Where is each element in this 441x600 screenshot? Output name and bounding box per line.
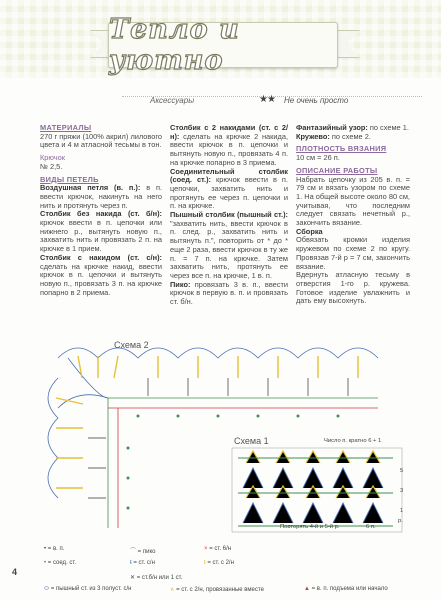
scheme2-title: Схема 2 bbox=[114, 340, 149, 350]
row-label: 3 bbox=[400, 488, 404, 494]
loop-item: Воздушная петля (в. п.): в п. ввести крючок, накинуть на него нить и протянуть через п. bbox=[40, 183, 162, 210]
loop-item: Столбик с накидом (ст. с/н): сделать на крючке накид, ввести крючок в п. цепочки и вытянуть новую п., провязать 3 п. на крючке попарно в 2 приема. bbox=[40, 252, 162, 297]
hook-value: № 2,5. bbox=[40, 161, 63, 171]
column-description bbox=[296, 124, 410, 306]
stitch-item: Пико: провязать 3 в. п., ввести крючок в первую в. п. и провязать ст. б/н. bbox=[170, 279, 288, 307]
row-label: 1 bbox=[400, 508, 404, 514]
work-text: Набрать цепочку из 205 в. п. = 79 см и вязать узором по схеме 1. На общей высоте около 80 см, учитывая, что последним следует связать нечетный р., закончить вязание. bbox=[296, 174, 410, 228]
finish-text: Вдернуть атласную тесьму в отверстия 1-го р. кружева. Готовое изделие увлажнить и дать ему высохнуть. bbox=[296, 270, 410, 306]
lace-line: Кружево: по схеме 2. bbox=[296, 131, 371, 141]
legend-item: • = соед. ст. bbox=[44, 560, 77, 566]
density-text: 10 см = 26 п. bbox=[296, 153, 340, 163]
page-title: Тепло и уютно bbox=[109, 14, 240, 76]
difficulty-stars: ★★ bbox=[259, 94, 275, 105]
difficulty-label: Не очень просто bbox=[284, 96, 349, 105]
column-materials bbox=[40, 124, 162, 297]
row-label: 5 bbox=[400, 468, 404, 474]
legend-item: ŧ = ст. с 2/н bbox=[204, 560, 234, 566]
row-label: р. bbox=[398, 518, 403, 524]
legend-item: ∧ = ст. с 2/н, провязанные вместе bbox=[170, 587, 264, 593]
symbol-legend bbox=[34, 544, 410, 596]
materials-text: 270 г пряжи (100% акрил) лилового цвета и 4 м атласной тесьмы в тон. bbox=[40, 131, 162, 150]
legend-item: × = ст. 6/н bbox=[204, 546, 232, 552]
page-number: 4 bbox=[12, 567, 18, 577]
hook-heading: Крючок bbox=[40, 153, 65, 163]
assembly-heading: Сборка bbox=[296, 226, 323, 236]
repeat-rows-note: Повторять 4-й и 5-й р. bbox=[280, 524, 340, 530]
title-ribbon bbox=[108, 14, 338, 76]
diagram-svg bbox=[38, 338, 410, 534]
legend-item: ŧ = ст. с/н bbox=[130, 560, 155, 566]
legend-item: • = в. п. bbox=[44, 546, 65, 552]
column-stitches bbox=[170, 124, 288, 307]
legend-item: ⌒ = пико bbox=[130, 549, 156, 555]
loops-heading: ВИДЫ ПЕТЕЛЬ bbox=[40, 174, 99, 184]
legend-item: ✕ = ст.б/н или 1 ст. bbox=[130, 575, 183, 581]
materials-heading: МАТЕРИАЛЫ bbox=[40, 123, 92, 132]
stitch-item: Столбик с 2 накидами (ст. с 2/н): сделать на крючке 2 накида, ввести крючок в п. цепочки и вытянуть новую п., провязать 4 п. на крючке попарно в 3 приема. bbox=[170, 123, 288, 167]
stitch-item: Соединительный столбик (соед. ст.): крючок ввести в п. цепочки, захватить нить и протянуть ее через п. цепочки и п. на крючке. bbox=[170, 166, 288, 211]
scheme1-diagram bbox=[232, 448, 402, 532]
density-heading: ПЛОТНОСТЬ ВЯЗАНИЯ bbox=[296, 144, 387, 154]
stitch-item: Пышный столбик (пышный ст.): "захватить нить, ввести крючок в п. след. р., захватить нить и вытянуть п.", повторить от * до * еще 2 раза, ввести крючок в ту же п. = 7 п. на крючке. Затем захватить нить, протянуть ее через все п. на крючке, 1 в. п. bbox=[170, 210, 288, 280]
loop-item: Столбик без накида (ст. б/н): крючок ввести в п. цепочки или нижнего р., вытянуть новую п., захватить нить и провязать 2 п. на крючке в 1 прием. bbox=[40, 209, 162, 254]
pattern-line: Фантазийный узор: по схеме 1. bbox=[296, 123, 409, 132]
legend-item: ⬭ = пышный ст. из 3 полуст. с/н bbox=[44, 586, 132, 592]
section-label: Аксессуары bbox=[150, 96, 195, 105]
crochet-diagrams bbox=[38, 338, 410, 534]
scheme1-title: Схема 1 bbox=[234, 436, 269, 446]
repeat-note: Число п. кратно 6 + 1 bbox=[324, 438, 382, 444]
work-heading: ОПИСАНИЕ РАБОТЫ bbox=[296, 165, 378, 175]
legend-item: ▲ = в. п. подъема или начало bbox=[304, 586, 388, 592]
repeat-six-note: 6 п. bbox=[366, 524, 376, 530]
assembly-text: Обвязать кромки изделия кружевом по схеме 2 по кругу. Провязав 7-й р = 7 см, закончить вязание. bbox=[296, 235, 410, 271]
